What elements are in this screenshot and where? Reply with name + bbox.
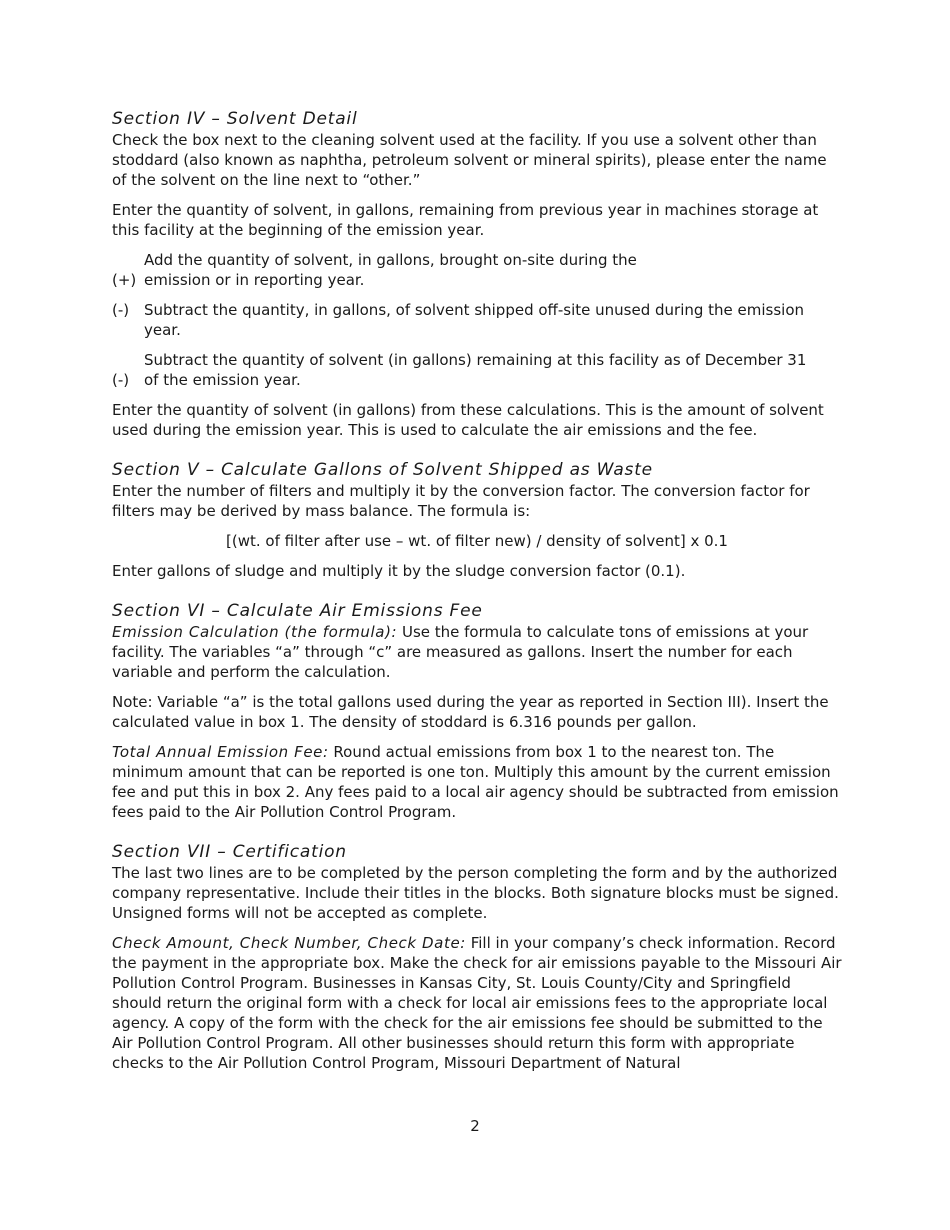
section-iv-heading: Section IV – Solvent Detail (112, 109, 358, 129)
item-sign: (+) (112, 271, 137, 289)
emission-calculation-paragraph (112, 622, 842, 682)
emission-calculation-lead: Emission Calculation (the formula): (112, 623, 398, 641)
section-iv-paragraph-1: Check the box next to the cleaning solvent used at the facility. If you use a solvent other than stoddard (also known as naphtha, petroleum solvent or mineral spirits), please enter the name of the solvent on the line next to “other.” (112, 131, 827, 189)
section-v (112, 459, 842, 581)
section-vii (112, 841, 842, 1073)
item-text: Subtract the quantity of solvent (in gallons) remaining at this facility as of December 31 of the emission year. (144, 351, 807, 389)
filter-formula: [(wt. of filter after use – wt. of filter new) / density of solvent] x 0.1 (226, 532, 728, 550)
section-iv-item-subtract-shipped (112, 300, 842, 340)
section-vi-heading: Section VI – Calculate Air Emissions Fee (112, 601, 483, 621)
emission-calculation-text: Use the formula to calculate tons of emissions at your facility. The variables “a” through “c” are measured as gallons. Insert the number for each variable and perform the calculation. (112, 623, 809, 681)
check-info-paragraph (112, 933, 842, 1073)
section-vii-heading: Section VII – Certification (112, 842, 347, 862)
section-vii-paragraph-1: The last two lines are to be completed by the person completing the form and by the authorized company representative. Include their titles in the blocks. Both signature blocks must be signed. Unsigned forms will not be accepted as complete. (112, 864, 839, 922)
annual-fee-text: Round actual emissions from box 1 to the nearest ton. The minimum amount that can be reported is one ton. Multiply this amount by the current emission fee and put this in box 2. Any fees paid to a local air agency should be subtracted from emission fees paid to the Air Pollution Control Program. (112, 743, 839, 821)
item-text: Subtract the quantity, in gallons, of solvent shipped off-site unused during the emission year. (144, 301, 805, 339)
check-info-lead: Check Amount, Check Number, Check Date: (112, 934, 466, 952)
item-sign: (-) (112, 371, 130, 389)
section-vi (112, 600, 842, 822)
annual-fee-paragraph (112, 742, 842, 822)
annual-fee-lead: Total Annual Emission Fee: (112, 743, 329, 761)
section-v-paragraph-1: Enter the number of filters and multiply it by the conversion factor. The conversion factor for filters may be derived by mass balance. The formula is: (112, 482, 810, 520)
section-v-paragraph-2: Enter gallons of sludge and multiply it by the sludge conversion factor (0.1). (112, 562, 686, 580)
section-iv-item-subtract-remaining (112, 350, 842, 390)
section-iv (112, 108, 842, 440)
item-text: Add the quantity of solvent, in gallons, brought on-site during the emission or in reporting year. (144, 251, 637, 289)
section-iv-paragraph-3: Enter the quantity of solvent (in gallons) from these calculations. This is the amount of solvent used during the emission year. This is used to calculate the air emissions and the fee. (112, 401, 824, 439)
check-info-text: Fill in your company’s check information. Record the payment in the appropriate box. Make the check for air emissions payable to the Missouri Air Pollution Control Program. Businesses in Kansas City, St. Louis County/City and Springfield should return the original form with a check for local air emissions fees to the appropriate local agency. A copy of the form with the check for the air emissions fee should be submitted to the Air Pollution Control Program. All other businesses should return this form with appropriate checks to the Air Pollution Control Program, Missouri Department of Natural (112, 934, 842, 1072)
section-iv-item-add (112, 250, 842, 290)
section-iv-paragraph-2: Enter the quantity of solvent, in gallons, remaining from previous year in machines storage at this facility at the beginning of the emission year. (112, 201, 819, 239)
item-sign: (-) (112, 301, 130, 319)
page-number: 2 (470, 1117, 480, 1135)
section-vi-note: Note: Variable “a” is the total gallons used during the year as reported in Section III). Insert the calculated value in box 1. The density of stoddard is 6.316 pounds per gallon. (112, 693, 829, 731)
document-page (112, 108, 842, 1073)
section-v-heading: Section V – Calculate Gallons of Solvent Shipped as Waste (112, 460, 653, 480)
